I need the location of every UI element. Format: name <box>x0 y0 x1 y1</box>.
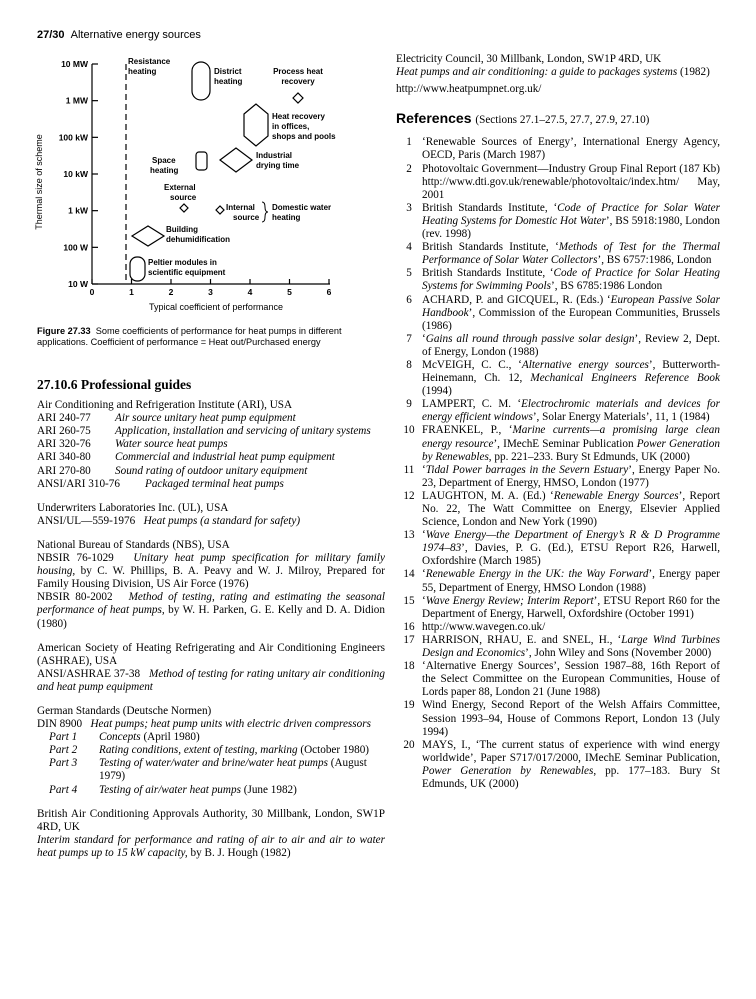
industrial-drying-label: Industrial drying time <box>256 151 300 170</box>
internal-source-marker <box>216 206 224 214</box>
page-header <box>37 29 201 41</box>
din-item: DIN 8900 Heat pumps; heat pump units with electric driven compressors <box>37 718 371 731</box>
ari-group <box>37 399 385 491</box>
reference-item: 20 MAYS, I., ‘The current status of experience with wind energy worldwide’, Paper S717/017/2000, IMechE Seminar Publication, Power Generation by Renewables, pp. 177–183. Bury St Edmunds, UK (2000) <box>403 738 720 790</box>
ari-item: ARI 340-80 Commercial and industrial heat pump equipment <box>37 451 335 464</box>
section-title: 27.10.6 Professional guides <box>37 377 192 392</box>
right-column <box>396 53 720 791</box>
reference-item: 13 ‘Wave Energy—the Department of Energy’s R & D Programme 1974–83’, Davies, P. G. (Ed.), ETSU Report R26, Harwell, Oxfordshire (March 1985) <box>403 529 720 568</box>
heat-recovery-label: Heat recovery in offices, shops and pools <box>272 112 336 141</box>
reference-item: 12 LAUGHTON, M. A. (Ed.) ‘Renewable Energy Sources’, Report No. 22, The Watt Committee on Energy, Elsevier Applied Science, London and New York (1990) <box>403 489 720 529</box>
reference-item: 14 ‘Renewable Energy in the UK: the Way Forward’, Energy paper 55, Department of Energy, HMSO London (1988) <box>403 568 720 594</box>
nbs-org: National Bureau of Standards (NBS), USA <box>37 538 230 551</box>
ec-url[interactable]: http://www.heatpumpnet.org.uk/ <box>396 83 542 96</box>
ari-item: ARI 260-75 Application, installation and servicing of unitary systems <box>37 425 371 438</box>
reference-item: 9 LAMPERT, C. M. ‘Electrochromic materials and devices for energy efficient windows’, Solar Energy Materials’, 11, 1 (1984) <box>406 398 721 424</box>
ari-org: Air Conditioning and Refrigeration Institute (ARI), USA <box>37 399 293 412</box>
building-dehumidification-label: Building dehumidification <box>166 225 230 244</box>
reference-item: 10 FRAENKEL, P., ‘Marine currents—a promising large clean energy resource’, IMechE Seminar Publication Power Generation by Renewables, pp. 221–233. Bury St Edmunds, UK (2000) <box>403 424 720 463</box>
ec-item: Heat pumps and air conditioning: a guide to packages systems (1982) <box>396 66 710 79</box>
ari-item: ANSI/ARI 310-76 Packaged terminal heat pumps <box>37 477 284 490</box>
din-org: German Standards (Deutsche Normen) <box>37 704 212 717</box>
reference-item: 15 ‘Wave Energy Review; Interim Report’, ETSU Report R60 for the Department of Energy, Harwell, Oxfordshire (October 1991) <box>403 594 720 620</box>
bacaa-org: British Air Conditioning Approvals Authority, 30 Millbank, London, SW1P 4RD, UK <box>37 807 385 833</box>
space-heating-region <box>196 152 207 170</box>
y-tick-label: 10 W <box>68 279 88 289</box>
page-number: 27/30 <box>37 29 65 41</box>
reference-item: 19 Wind Energy, Second Report of the Welsh Affairs Committee, Session 1993–94, House of Commons Report, London 13 (July 1994) <box>403 699 720 738</box>
y-axis-label: Thermal size of scheme <box>34 134 44 230</box>
ashrae-group <box>37 642 385 694</box>
figure-caption-text: Some coefficients of performance for heat pumps in different applications. Coefficient of performance = Heat out/Purchased energy <box>37 326 342 347</box>
ul-title: Heat pumps (a standard for safety) <box>143 514 301 527</box>
x-ticks <box>90 279 332 297</box>
reference-item: 8 McVEIGH, C. C., ‘Alternative energy sources’, Butterworth-Heinemann, Ch. 12, Mechanical Engineers Reference Book (1994) <box>406 358 721 398</box>
y-tick-label: 10 MW <box>61 59 88 69</box>
peltier-region <box>130 257 145 281</box>
bacaa-group <box>37 808 385 860</box>
y-tick-label: 10 kW <box>63 169 88 179</box>
din-part: Part 1 Concepts (April 1980) <box>49 731 200 744</box>
reference-item: 7 ‘Gains all round through passive solar design’, Review 2, Dept. of Energy, London (1988) <box>406 332 721 358</box>
y-tick-label: 100 kW <box>58 132 88 143</box>
figure-caption <box>37 326 382 348</box>
x-axis-label: Typical coefficient of performance <box>149 302 283 312</box>
ari-item: ARI 320-76 Water source heat pumps <box>37 438 228 451</box>
district-heating-label: District heating <box>214 67 243 86</box>
x-tick-label: 1 <box>129 287 134 297</box>
reference-item: 5 British Standards Institute, ‘Code of Practice for Solar Heating Systems for Swimming Pools’, BS 6785:1986 London <box>406 267 720 293</box>
din-group <box>37 705 385 797</box>
ari-item: ARI 240-77 Air source unitary heat pump equipment <box>37 412 296 425</box>
ul-code: ANSI/UL—559-1976 <box>37 514 136 527</box>
process-heat-marker <box>293 93 303 103</box>
industrial-drying-region <box>220 148 252 172</box>
reference-item: 1 ‘Renewable Sources of Energy’, International Energy Agency, OECD, Paris (March 1987) <box>406 136 720 162</box>
running-title: Alternative energy sources <box>70 29 201 41</box>
heat-recovery-region <box>244 104 268 146</box>
x-tick-label: 0 <box>89 287 95 297</box>
x-tick-label: 4 <box>247 287 253 297</box>
y-tick-label: 1 MW <box>65 95 88 106</box>
reference-item: 18 ‘Alternative Energy Sources’, Session 1987–88, 16th Report of the Select Committee on the European Communities, House of Lords paper 88, London 21 (June 1988) <box>403 660 720 699</box>
peltier-label: Peltier modules in scientific equipment <box>148 258 226 277</box>
reference-item: 16 http://www.wavegen.co.uk/ <box>403 620 546 633</box>
cop-diagram <box>30 52 382 322</box>
x-tick-label: 5 <box>287 287 292 297</box>
left-column <box>37 378 385 871</box>
x-tick-label: 6 <box>326 287 332 297</box>
reference-item: 11 ‘Tidal Power barrages in the Severn Estuary’, Energy Paper No. 23, Department of Energy, HMSO, London (1977) <box>403 463 720 489</box>
resistance-heating-label: Resistance heating <box>128 57 171 76</box>
x-tick-label: 2 <box>168 287 174 297</box>
din-part: Part 4 Testing of air/water heat pumps (June 1982) <box>49 783 297 796</box>
reference-item: 17 HARRISON, RHAU, E. and SNEL, H., ‘Large Wind Turbines Design and Economics’, John Wiley and Sons (November 2000) <box>403 633 720 660</box>
figure-label: Figure 27.33 <box>37 326 91 336</box>
reference-item: 4 British Standards Institute, ‘Methods of Test for the Thermal Performance of Solar Water Collectors’, BS 6757:1986, London <box>406 241 720 267</box>
external-source-label: External source <box>164 183 197 202</box>
din-part: Part 2 Rating conditions, extent of testing, marking (October 1980) <box>49 744 370 757</box>
y-tick-label: 100 W <box>63 242 88 253</box>
ari-item: ARI 270-80 Sound rating of outdoor unitary equipment <box>37 464 308 477</box>
external-source-marker <box>180 204 188 212</box>
reference-item: 2 Photovoltaic Government—Industry Group Final Report (187 Kb) http://www.dti.gov.uk/renewable/photovoltaic/index.htm/ May, 2001 <box>406 162 720 201</box>
reference-list <box>396 136 720 791</box>
building-dehumidification-region <box>132 226 164 246</box>
internal-source-label: Internal source <box>226 203 260 222</box>
ul-group <box>37 502 385 528</box>
ashrae-org: American Society of Heating Refrigerating and Air Conditioning Engineers (ASHRAE), USA <box>37 641 385 667</box>
brace <box>262 202 268 222</box>
ec-org: Electricity Council, 30 Millbank, London, SW1P 4RD, UK <box>396 53 662 65</box>
x-tick-label: 3 <box>208 287 213 297</box>
bacaa-item: Interim standard for performance and rating of air to air and air to water heat pumps up to 15 kW capacity, by B. J. Hough (1982) <box>37 833 385 859</box>
reference-item: 3 British Standards Institute, ‘Code of Practice for Solar Water Heating Systems for Domestic Hot Water’, BS 5918:1980, London (rev. 1998) <box>406 201 720 241</box>
ashrae-item: ANSI/ASHRAE 37-38 Method of testing for rating unitary air conditioning and heat pump equipment <box>37 667 385 693</box>
nbs-item-1: NBSIR 76-1029 Unitary heat pump specification for military family housing, by C. W. Phillips, B. A. Peavy and W. J. Milroy, Prepared for Family Housing Division, US Air Force (1976) <box>37 552 385 591</box>
references-heading: References (Sections 27.1–27.5, 27.7, 27.9, 27.10) <box>396 110 650 127</box>
nbs-group <box>37 539 385 631</box>
nbs-item-2: NBSIR 80-2002 Method of testing, rating and estimating the seasonal performance of heat pumps, by W. H. Parken, G. E. Kelly and D. A. Didion (1980) <box>37 591 386 630</box>
process-heat-label: Process heat recovery <box>273 67 323 86</box>
district-heating-region <box>192 62 210 100</box>
domestic-water-label: Domestic water heating <box>272 203 332 222</box>
y-tick-label: 1 kW <box>68 205 88 216</box>
reference-item: 6 ACHARD, P. and GICQUEL, R. (Eds.) ‘European Passive Solar Handbook’, Commission of the European Communities, Brussels (1986) <box>406 293 720 332</box>
space-heating-label: Space heating <box>150 156 179 175</box>
din-part: Part 3 Testing of water/water and brine/water heat pumps (August 1979) <box>49 757 367 783</box>
ul-org: Underwriters Laboratories Inc. (UL), USA <box>37 501 229 514</box>
